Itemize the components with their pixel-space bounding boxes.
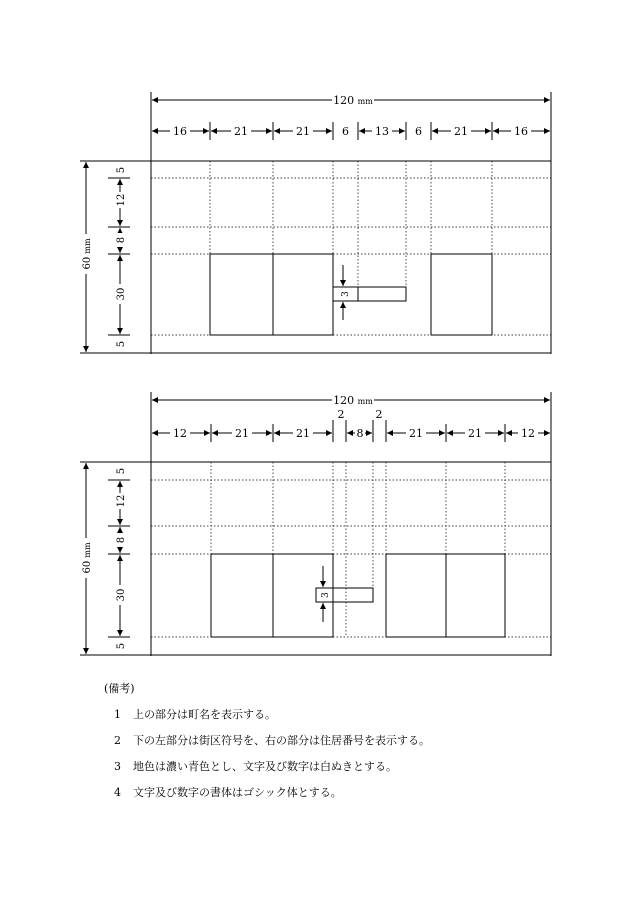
top-width-seg-1: 16	[173, 125, 187, 138]
bottom-left-box	[211, 554, 333, 637]
note-number: 3	[114, 760, 121, 773]
top-total-width-label: 120 mm	[333, 94, 373, 107]
bottom-width-seg-4: 8	[356, 427, 364, 440]
top-width-seg-7: 21	[454, 125, 468, 138]
top-diagram	[78, 92, 551, 354]
note-text: 文字及び数字の書体はゴシック体とする。	[133, 786, 342, 799]
bottom-total-height-label: 60 mm	[82, 542, 93, 574]
top-height-seg-4: 30	[116, 287, 127, 301]
top-total-height-label: 60 mm	[82, 238, 93, 270]
top-right-box	[431, 254, 492, 335]
note-item	[106, 702, 430, 728]
top-guide-lines	[151, 161, 551, 335]
bottom-gap-label-right: 2	[375, 408, 383, 421]
top-width-seg-8: 16	[514, 125, 528, 138]
note-item	[106, 728, 430, 754]
bottom-width-seg-5: 21	[409, 427, 423, 440]
top-height-seg-1: 5	[116, 166, 127, 174]
bottom-total-width-label: 120 mm	[333, 394, 373, 407]
bottom-width-seg-7: 12	[521, 427, 535, 440]
top-small-height-label: 3	[341, 291, 351, 297]
bottom-height-seg-2: 12	[116, 494, 127, 508]
note-item	[106, 754, 430, 780]
top-height-seg-3: 8	[116, 236, 127, 244]
top-height-seg-2: 12	[116, 193, 127, 207]
note-number: 2	[114, 734, 121, 747]
note-number: 4	[114, 786, 121, 799]
bottom-height-seg-4: 30	[116, 588, 127, 602]
bottom-height-seg-1: 5	[116, 467, 127, 475]
note-text: 地色は濃い青色とし、文字及び数字は白ぬきとする。	[133, 760, 397, 773]
top-width-seg-4: 6	[342, 125, 349, 138]
top-height-seg-5: 5	[116, 340, 127, 348]
bottom-gap-label-left: 2	[337, 408, 345, 421]
top-width-seg-3: 21	[296, 125, 310, 138]
top-width-seg-2: 21	[234, 125, 248, 138]
note-number: 1	[114, 708, 121, 721]
note-item	[106, 780, 430, 806]
note-text: 上の部分は町名を表示する。	[133, 708, 276, 721]
bottom-width-seg-2: 21	[235, 427, 249, 440]
bottom-small-height-label: 3	[321, 592, 331, 598]
bottom-width-seg-1: 12	[173, 427, 187, 440]
bottom-diagram	[78, 392, 551, 656]
bottom-width-seg-6: 21	[468, 427, 482, 440]
top-left-box	[210, 254, 333, 335]
bottom-height-seg-3: 8	[116, 536, 127, 544]
notes-section	[106, 676, 430, 806]
note-text: 下の左部分は街区符号を、右の部分は住居番号を表示する。	[133, 734, 430, 747]
bottom-width-seg-3: 21	[296, 427, 310, 440]
top-width-seg-5: 13	[375, 125, 389, 138]
bottom-height-seg-5: 5	[116, 642, 127, 650]
top-width-seg-6: 6	[415, 125, 422, 138]
notes-heading: (備考)	[104, 682, 135, 695]
